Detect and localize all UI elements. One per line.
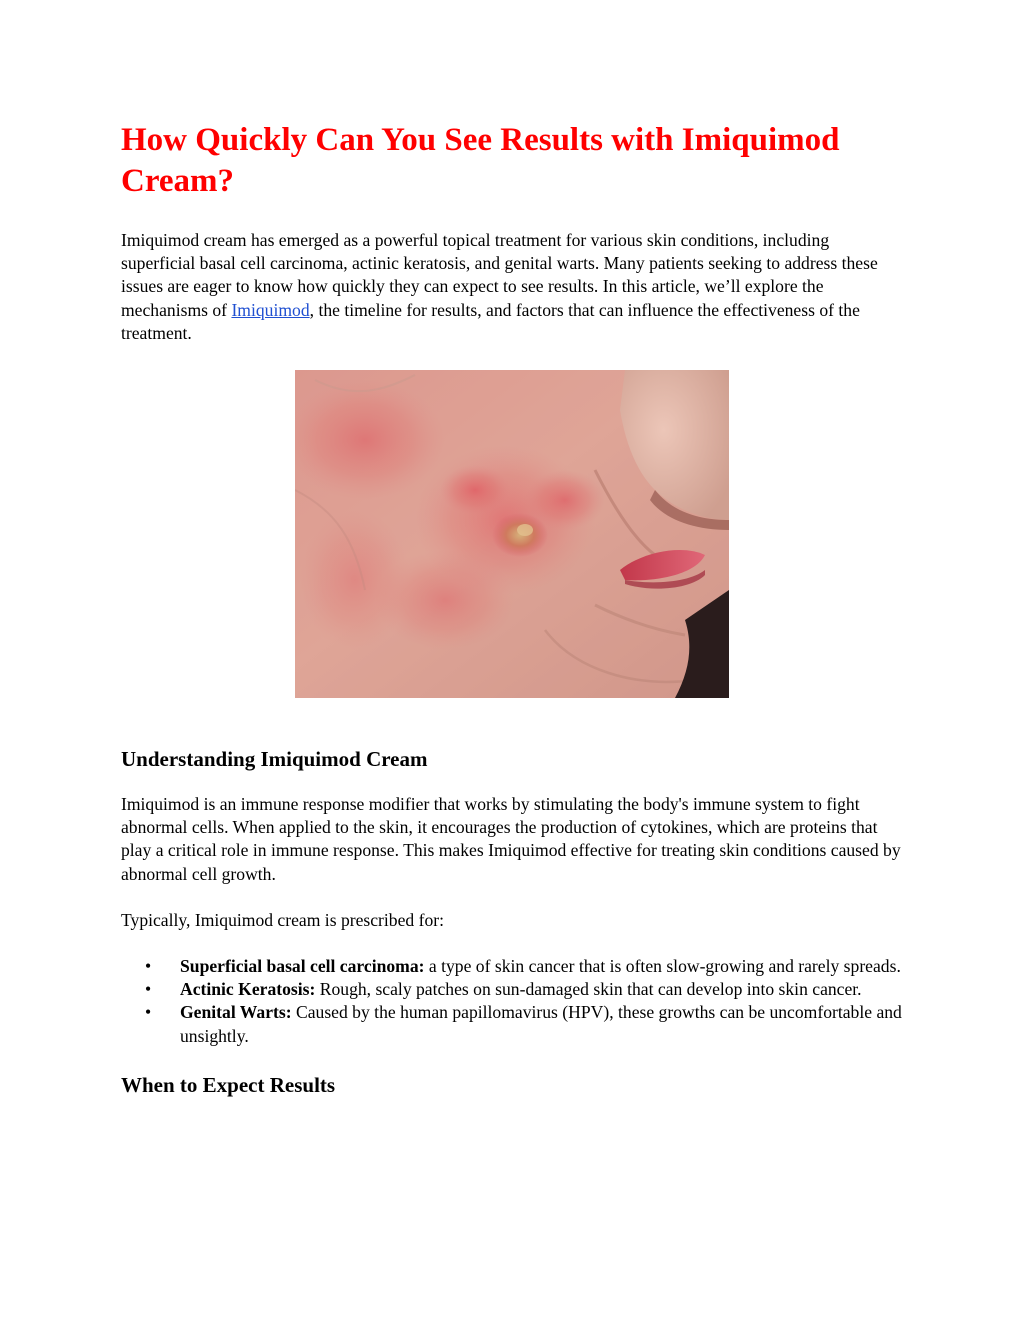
bullet: • — [145, 979, 152, 1000]
intro-paragraph — [121, 229, 906, 345]
imiquimod-link[interactable]: Imiquimod — [231, 299, 310, 320]
page-title: How Quickly Can You See Results with Imiquimod Cream? — [121, 122, 840, 199]
intro-text-before-link: Imiquimod cream has emerged as a powerful topical treatment for various skin conditions, including superficial basal cell carcinoma, actinic keratosis, and genital warts. Many patients seeking to address these issues are eager to know how quickly they can expect to see results. In this article, we’ll explore the mechanisms of — [121, 230, 878, 320]
list-item-term: Genital Warts: — [180, 1002, 292, 1023]
bullet: • — [145, 1002, 152, 1023]
list-item-term: Actinic Keratosis: — [180, 979, 316, 1000]
list-item-description: a type of skin cancer that is often slow-growing and rarely spreads. — [424, 956, 901, 977]
section-heading-when: When to Expect Results — [121, 1072, 336, 1097]
section-heading-understanding: Understanding Imiquimod Cream — [121, 747, 428, 772]
list-item — [145, 955, 906, 978]
document-page — [121, 120, 906, 1098]
prescribed-for-intro: Typically, Imiquimod cream is prescribed for: — [121, 909, 445, 930]
list-item-term: Superficial basal cell carcinoma: — [180, 956, 425, 977]
immune-modifier-paragraph: Imiquimod is an immune response modifier that works by stimulating the body's immune system to fight abnormal cells. When applied to the skin, it encourages the production of cytokines, which are proteins that play a critical role in immune response. This makes Imiquimod effective for treating skin conditions caused by abnormal cell growth. — [121, 794, 901, 884]
conditions-list — [121, 955, 906, 1048]
list-item-description: Caused by the human papillomavirus (HPV), these growths can be uncomfortable and unsightly. — [180, 1002, 902, 1046]
list-item — [145, 1001, 906, 1047]
bullet: • — [145, 956, 152, 977]
list-item-description: Rough, scaly patches on sun-damaged skin that can develop into skin cancer. — [315, 979, 862, 1000]
skin-lesion-photo — [295, 370, 729, 698]
intro-text-after-link: , the timeline for results, and factors that can influence the effectiveness of the treatment. — [121, 299, 860, 343]
list-item — [145, 978, 906, 1001]
